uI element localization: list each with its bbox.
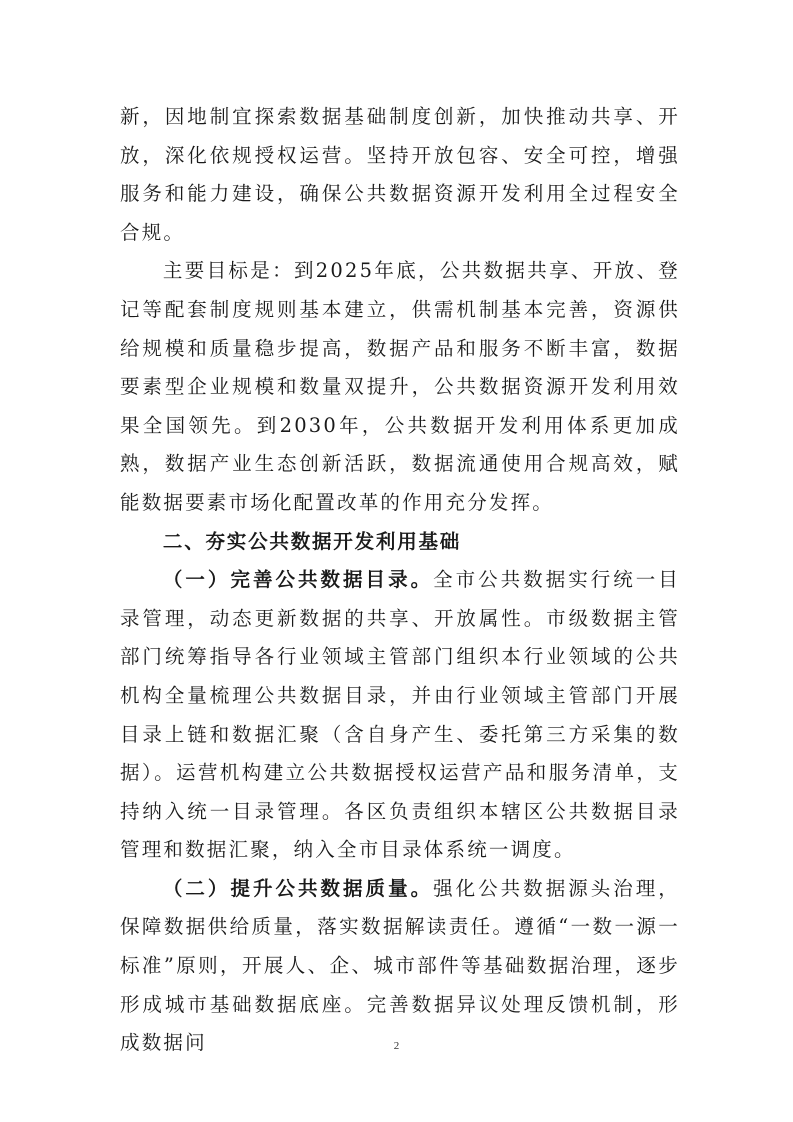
paragraph-item-2 (120, 870, 680, 1063)
paragraph-main-goals: 主要目标是：到2025年底，公共数据共享、开放、登记等配套制度规则基本建立，供需机制基本完善，资源供给规模和质量稳步提高，数据产品和服务不断丰富，数据要素型企业规模和数量双提升，公共数据资源开发利用效果全国领先。到2030年，公共数据开发利用体系更加成熟，数据产业生态创新活跃，数据流通使用合规高效，赋能数据要素市场化配置改革的作用充分发挥。 (120, 259, 680, 514)
item-1-title: （一）完善公共数据目录。 (162, 568, 434, 592)
item-2-title: （二）提升公共数据质量。 (162, 876, 434, 900)
item-1-body: 全市公共数据实行统一目录管理，动态更新数据的共享、开放属性。市级数据主管部门统筹指导各行业领域主管部门组织本行业领域的公共机构全量梳理公共数据目录，并由行业领域主管部门开展目录上链和数据汇聚（含自身产生、委托第三方采集的数据）。运营机构建立公共数据授权运营产品和服务清单，支持纳入统一目录管理。各区负责组织本辖区公共数据目录管理和数据汇聚，纳入全市目录体系统一调度。 (120, 568, 680, 862)
paragraph-continuation: 新，因地制宜探索数据基础制度创新，加快推动共享、开放，深化依规授权运营。坚持开放包容、安全可控，增强服务和能力建设，确保公共数据资源开发利用全过程安全合规。 (120, 105, 680, 244)
item-2-body: 强化公共数据源头治理，保障数据供给质量，落实数据解读责任。遵循“一数一源一标准”原则，开展人、企、城市部件等基础数据治理，逐步形成城市基础数据底座。完善数据异议处理反馈机制，形成数据问 (120, 876, 680, 1055)
section-heading: 二、夯实公共数据开发利用基础 (162, 529, 462, 553)
paragraph-item-1 (120, 561, 680, 870)
page-number: 2 (393, 1040, 400, 1052)
document-body (120, 98, 680, 1063)
